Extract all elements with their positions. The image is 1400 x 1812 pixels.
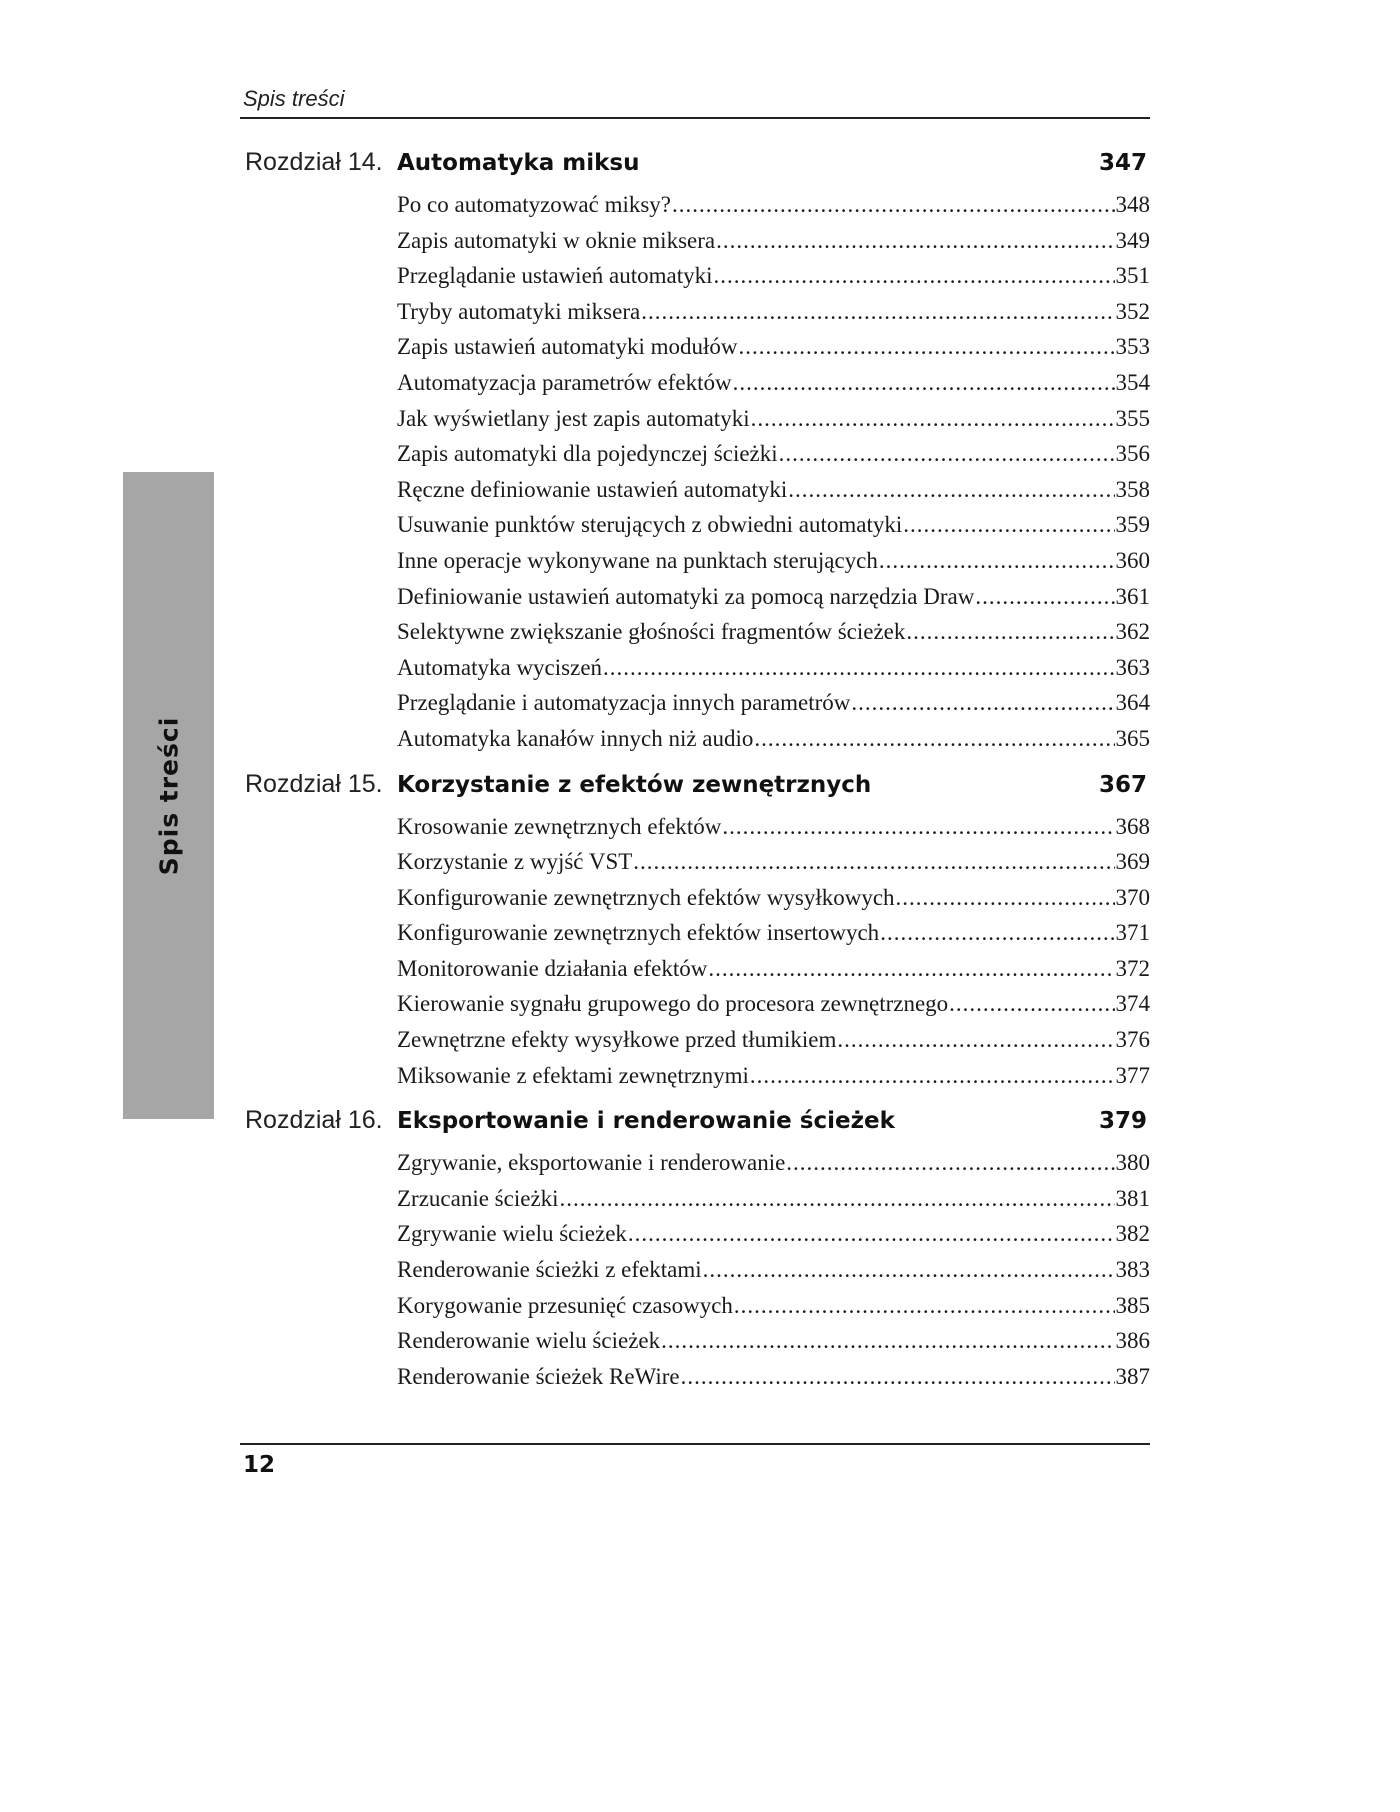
toc-entry-title: Po co automatyzować miksy? bbox=[397, 192, 672, 217]
chapter-page-number: 347 bbox=[1098, 150, 1147, 176]
chapter-heading[interactable] bbox=[245, 148, 1150, 192]
toc-entry-title: Jak wyświetlany jest zapis automatyki bbox=[397, 405, 750, 431]
footer-rule bbox=[240, 1443, 1150, 1445]
toc-entry-title: Zapis automatyki w oknie miksera bbox=[397, 227, 716, 253]
toc-entry-page-number: 364 bbox=[1115, 690, 1150, 716]
dot-leader bbox=[903, 512, 1114, 538]
dot-leader bbox=[703, 1257, 1115, 1283]
toc-entry-title: Krosowanie zewnętrznych efektów bbox=[397, 813, 722, 839]
toc-entry-title: Korygowanie przesunięć czasowych bbox=[397, 1292, 733, 1318]
dot-leader bbox=[733, 370, 1115, 396]
toc-entry-page-number: 380 bbox=[1115, 1150, 1150, 1176]
toc-entry-title: Automatyka kanałów innych niż audio bbox=[397, 725, 754, 751]
toc-entry-title: Korzystanie z wyjść VST bbox=[397, 849, 633, 875]
toc-entry[interactable] bbox=[397, 1328, 1150, 1364]
toc-entry-page-number: 349 bbox=[1115, 227, 1150, 253]
toc-entry-title: Zgrywanie, eksportowanie i renderowanie bbox=[397, 1150, 786, 1176]
toc-entry[interactable] bbox=[397, 1186, 1150, 1222]
toc-entry-title: Zapis ustawień automatyki modułów bbox=[397, 334, 738, 360]
toc-entry-title: Ręczne definiowanie ustawień automatyki bbox=[397, 476, 788, 502]
chapter-entries bbox=[397, 814, 1150, 1099]
dot-leader bbox=[779, 441, 1115, 467]
toc-entry-page-number: 359 bbox=[1115, 512, 1150, 538]
toc-entry[interactable] bbox=[397, 991, 1150, 1027]
table-of-contents bbox=[245, 148, 1150, 1399]
toc-entry-title: Przeglądanie i automatyzacja innych parametrów bbox=[397, 690, 851, 716]
dot-leader bbox=[681, 1364, 1115, 1390]
toc-entry[interactable] bbox=[397, 228, 1150, 264]
toc-entry[interactable] bbox=[397, 849, 1150, 885]
toc-entry[interactable] bbox=[397, 299, 1150, 335]
toc-entry-page-number: 363 bbox=[1115, 654, 1150, 680]
toc-entry-page-number: 353 bbox=[1115, 334, 1150, 360]
toc-entry-title: Renderowanie wielu ścieżek bbox=[397, 1328, 661, 1354]
toc-entry-page-number: 377 bbox=[1115, 1062, 1150, 1088]
toc-entry-page-number: 354 bbox=[1115, 369, 1150, 395]
toc-entry[interactable] bbox=[397, 1150, 1150, 1186]
dot-leader bbox=[641, 299, 1114, 325]
toc-entry-title: Kierowanie sygnału grupowego do procesora zewnętrznego bbox=[397, 991, 949, 1017]
toc-entry[interactable] bbox=[397, 885, 1150, 921]
toc-entry-title: Konfigurowanie zewnętrznych efektów insertowych bbox=[397, 920, 880, 946]
toc-entry-page-number: 385 bbox=[1115, 1292, 1150, 1318]
toc-entry[interactable] bbox=[397, 192, 1150, 228]
toc-entry[interactable] bbox=[397, 263, 1150, 299]
toc-entry[interactable] bbox=[397, 512, 1150, 548]
dot-leader bbox=[750, 1063, 1115, 1089]
toc-entry-page-number: 376 bbox=[1115, 1027, 1150, 1053]
toc-entry-title: Monitorowanie działania efektów bbox=[397, 955, 708, 981]
toc-entry-title: Zapis automatyki dla pojedynczej ścieżki bbox=[397, 441, 778, 467]
dot-leader bbox=[738, 334, 1114, 360]
dot-leader bbox=[851, 690, 1114, 716]
dot-leader bbox=[949, 991, 1114, 1017]
dot-leader bbox=[716, 228, 1114, 254]
chapter-title: Eksportowanie i renderowanie ścieżek bbox=[397, 1108, 895, 1135]
dot-leader bbox=[837, 1027, 1114, 1053]
dot-leader bbox=[560, 1186, 1115, 1212]
dot-leader bbox=[603, 655, 1114, 681]
toc-entry[interactable] bbox=[397, 441, 1150, 477]
dot-leader bbox=[788, 477, 1114, 503]
toc-entry-title: Konfigurowanie zewnętrznych efektów wysyłkowych bbox=[397, 884, 895, 910]
toc-entry-title: Renderowanie ścieżek ReWire bbox=[397, 1363, 680, 1389]
toc-entry-title: Zgrywanie wielu ścieżek bbox=[397, 1221, 627, 1247]
running-header: Spis treści bbox=[243, 86, 345, 111]
chapter-label: Rozdział 14. bbox=[245, 148, 383, 176]
toc-entry-title: Tryby automatyki miksera bbox=[397, 298, 641, 324]
toc-entry-page-number: 374 bbox=[1115, 991, 1150, 1017]
toc-entry-title: Definiowanie ustawień automatyki za pomocą narzędzia Draw bbox=[397, 583, 975, 609]
chapter-page-number: 367 bbox=[1098, 771, 1147, 798]
toc-entry-page-number: 360 bbox=[1115, 547, 1150, 573]
dot-leader bbox=[714, 263, 1115, 289]
toc-entry-page-number: 381 bbox=[1115, 1185, 1150, 1211]
chapter-label: Rozdział 15. bbox=[245, 769, 383, 798]
toc-entry[interactable] bbox=[397, 1293, 1150, 1329]
dot-leader bbox=[628, 1221, 1115, 1247]
chapter-entries bbox=[397, 1150, 1150, 1399]
toc-entry-page-number: 372 bbox=[1115, 955, 1150, 981]
toc-entry-page-number: 386 bbox=[1115, 1328, 1150, 1354]
toc-entry[interactable] bbox=[397, 619, 1150, 655]
chapter-page-number: 379 bbox=[1098, 1108, 1147, 1135]
toc-entry[interactable] bbox=[397, 655, 1150, 691]
toc-entry-page-number: 370 bbox=[1115, 884, 1150, 910]
toc-entry[interactable] bbox=[397, 956, 1150, 992]
toc-entry[interactable] bbox=[397, 726, 1150, 762]
chapter-heading[interactable] bbox=[245, 1106, 1150, 1150]
toc-entry-page-number: 356 bbox=[1115, 441, 1150, 467]
dot-leader bbox=[633, 849, 1114, 875]
page-number: 12 bbox=[243, 1452, 276, 1478]
toc-entry-page-number: 348 bbox=[1115, 192, 1150, 217]
toc-entry[interactable] bbox=[397, 406, 1150, 442]
toc-entry-page-number: 361 bbox=[1115, 583, 1150, 609]
toc-entry-page-number: 387 bbox=[1115, 1363, 1150, 1389]
dot-leader bbox=[708, 956, 1114, 982]
toc-entry-page-number: 383 bbox=[1115, 1257, 1150, 1283]
toc-entry-page-number: 365 bbox=[1115, 725, 1150, 751]
toc-entry[interactable] bbox=[397, 690, 1150, 726]
dot-leader bbox=[672, 192, 1114, 218]
toc-entry-title: Selektywne zwiększanie głośności fragmentów ścieżek bbox=[397, 619, 906, 645]
toc-entry[interactable] bbox=[397, 814, 1150, 850]
toc-entry[interactable] bbox=[397, 1257, 1150, 1293]
toc-entry[interactable] bbox=[397, 584, 1150, 620]
toc-entry[interactable] bbox=[397, 1063, 1150, 1099]
dot-leader bbox=[880, 920, 1114, 946]
toc-entry-page-number: 355 bbox=[1115, 405, 1150, 431]
toc-entry-title: Renderowanie ścieżki z efektami bbox=[397, 1257, 702, 1283]
side-tab bbox=[123, 472, 214, 1119]
toc-entry-page-number: 371 bbox=[1115, 920, 1150, 946]
dot-leader bbox=[722, 814, 1114, 840]
header-rule bbox=[240, 117, 1150, 119]
dot-leader bbox=[754, 726, 1114, 752]
dot-leader bbox=[751, 406, 1115, 432]
toc-entry-title: Przeglądanie ustawień automatyki bbox=[397, 263, 713, 289]
dot-leader bbox=[734, 1293, 1115, 1319]
toc-entry-page-number: 382 bbox=[1115, 1221, 1150, 1247]
chapter-label: Rozdział 16. bbox=[245, 1106, 383, 1135]
chapter-heading[interactable] bbox=[245, 770, 1150, 814]
toc-entry[interactable] bbox=[397, 1364, 1150, 1400]
toc-entry-page-number: 358 bbox=[1115, 476, 1150, 502]
toc-entry-title: Automatyzacja parametrów efektów bbox=[397, 369, 732, 395]
toc-entry-title: Usuwanie punktów sterujących z obwiedni automatyki bbox=[397, 512, 903, 538]
dot-leader bbox=[896, 885, 1115, 911]
toc-entry[interactable] bbox=[397, 1221, 1150, 1257]
chapter-title: Korzystanie z efektów zewnętrznych bbox=[397, 771, 872, 798]
toc-entry-title: Automatyka wyciszeń bbox=[397, 654, 603, 680]
toc-entry-title: Inne operacje wykonywane na punktach sterujących bbox=[397, 547, 878, 573]
toc-entry-title: Miksowanie z efektami zewnętrznymi bbox=[397, 1062, 749, 1088]
toc-entry-title: Zrzucanie ścieżki bbox=[397, 1185, 559, 1211]
dot-leader bbox=[975, 584, 1114, 610]
toc-entry-page-number: 352 bbox=[1115, 298, 1150, 324]
toc-entry-page-number: 369 bbox=[1115, 849, 1150, 875]
toc-entry-page-number: 368 bbox=[1115, 813, 1150, 839]
toc-entry[interactable] bbox=[397, 920, 1150, 956]
dot-leader bbox=[786, 1150, 1114, 1176]
toc-entry[interactable] bbox=[397, 1027, 1150, 1063]
toc-entry-title: Zewnętrzne efekty wysyłkowe przed tłumikiem bbox=[397, 1027, 837, 1053]
chapter-entries bbox=[397, 192, 1150, 762]
toc-entry-page-number: 362 bbox=[1115, 619, 1150, 645]
dot-leader bbox=[906, 619, 1114, 645]
side-tab-label: Spis treści bbox=[154, 716, 183, 876]
dot-leader bbox=[879, 548, 1115, 574]
toc-entry[interactable] bbox=[397, 370, 1150, 406]
toc-entry-page-number: 351 bbox=[1115, 263, 1150, 289]
toc-entry[interactable] bbox=[397, 334, 1150, 370]
toc-entry[interactable] bbox=[397, 548, 1150, 584]
chapter-title: Automatyka miksu bbox=[397, 150, 640, 176]
dot-leader bbox=[661, 1328, 1114, 1354]
toc-entry[interactable] bbox=[397, 477, 1150, 513]
